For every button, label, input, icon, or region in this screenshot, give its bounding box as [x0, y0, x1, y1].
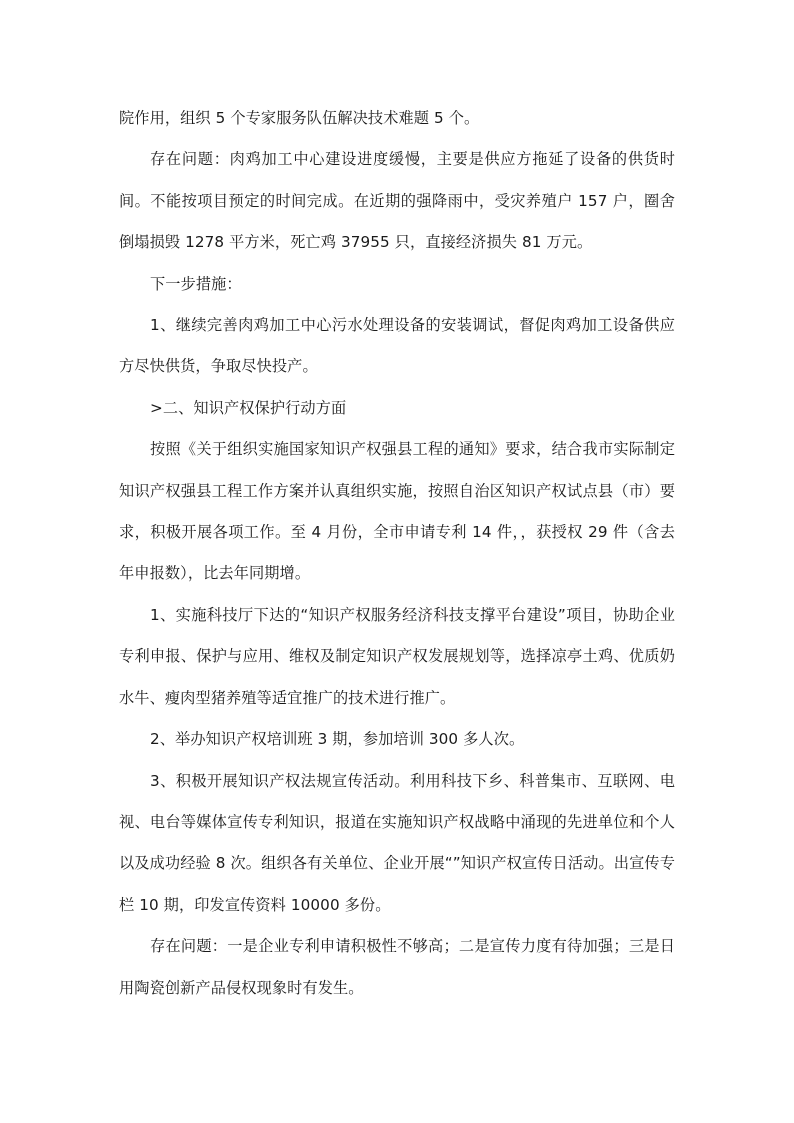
paragraph-next-step-1: 1、继续完善肉鸡加工中心污水处理设备的安装调试，督促肉鸡加工设备供应方尽快供货，争取尽快投产。 [119, 316, 675, 376]
paragraph-ip-overview: 按照《关于组织实施国家知识产权强县工程的通知》要求，结合我市实际制定知识产权强县工程工作方案并认真组织实施，按照自治区知识产权试点县（市）要求，积极开展各项工作。至 4 月份，全市申请专利 14 件，，获授权 29 件（含去年申报数），比去年同期增。 [119, 440, 675, 583]
paragraph-ip-problems: 存在问题：一是企业专利申请积极性不够高；二是宣传力度有待加强；三是日用陶瓷创新产品侵权现象时有发生。 [119, 937, 675, 997]
paragraph-continuation: 院作用，组织 5 个专家服务队伍解决技术难题 5 个。 [119, 109, 480, 127]
section-heading-ip-protection: >二、知识产权保护行动方面 [150, 398, 347, 417]
paragraph-problems-chicken: 存在问题：肉鸡加工中心建设进度缓慢，主要是供应方拖延了设备的供货时间。不能按项目预定的时间完成。在近期的强降雨中，受灾养殖户 157 户，圈舍倒塌损毁 1278 平方米，死亡鸡 37955 只，直接经济损失 81 万元。 [119, 150, 675, 252]
paragraph-ip-item-3: 3、积极开展知识产权法规宣传活动。利用科技下乡、科普集市、互联网、电视、电台等媒体宣传专利知识，报道在实施知识产权战略中涌现的先进单位和个人以及成功经验 8 次。组织各有关单位、企业开展“”知识产权宣传日活动。出宣传专栏 10 期，印发宣传资料 10000 多份。 [119, 771, 675, 914]
document-body [119, 98, 675, 1009]
paragraph-ip-item-1: 1、实施科技厅下达的“知识产权服务经济科技支撑平台建设”项目，协助企业专利申报、保护与应用、维权及制定知识产权发展规划等，选择凉亭土鸡、优质奶水牛、瘦肉型猪养殖等适宜推广的技术进行推广。 [119, 605, 675, 707]
paragraph-next-steps-heading: 下一步措施： [150, 274, 242, 293]
paragraph-ip-item-2: 2、举办知识产权培训班 3 期，参加培训 300 多人次。 [150, 730, 525, 749]
